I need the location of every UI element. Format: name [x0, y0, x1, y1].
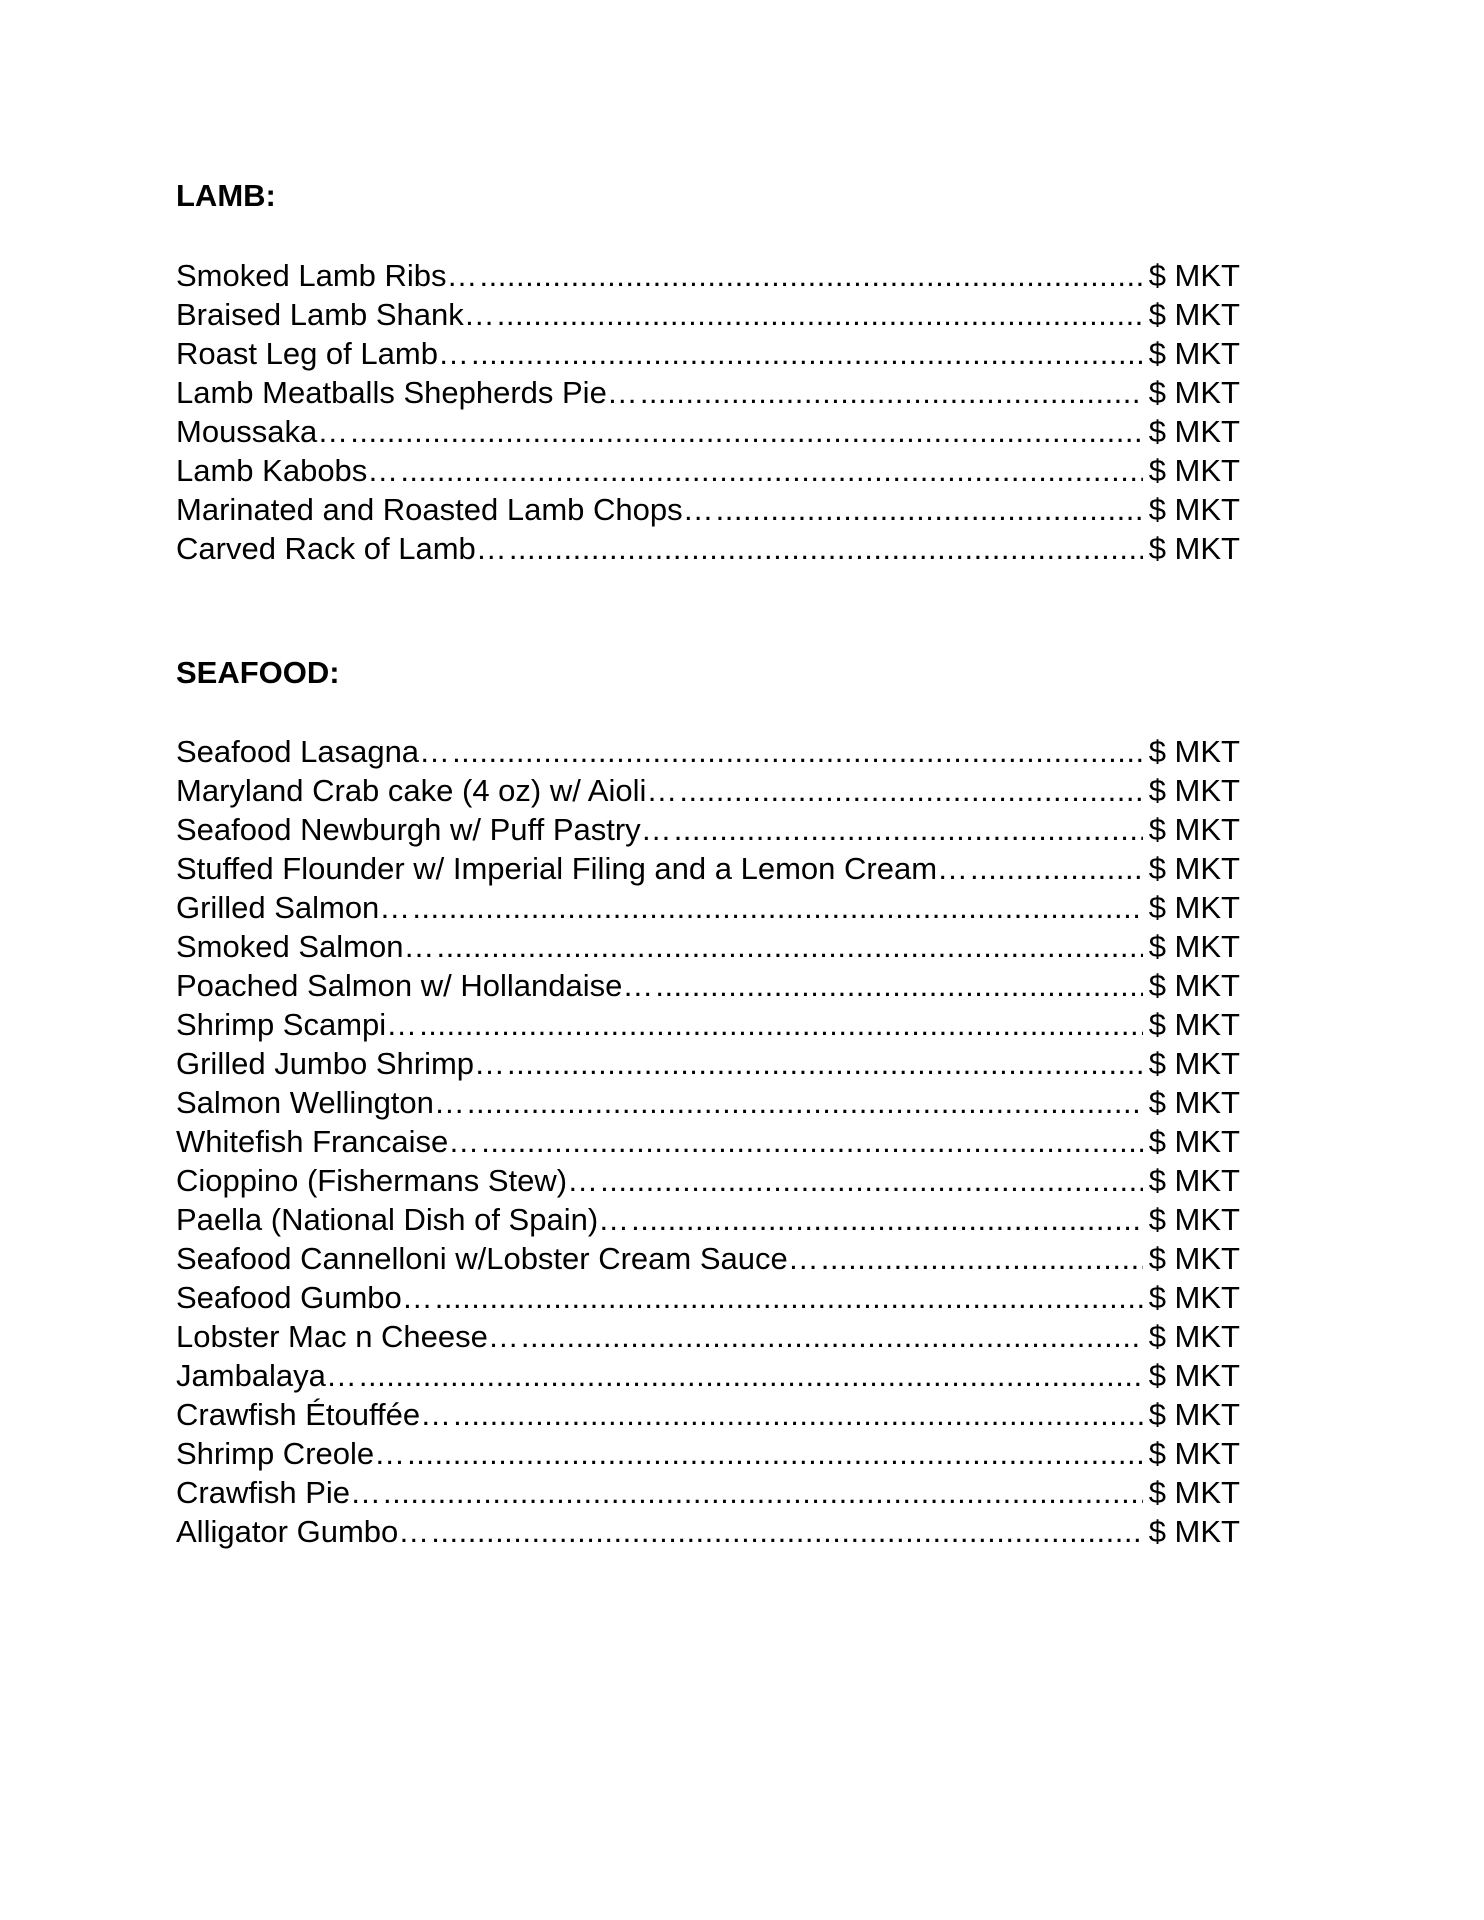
menu-item [176, 1122, 1240, 1161]
menu-item [176, 810, 1240, 849]
menu-item [176, 1083, 1240, 1122]
menu-item-name: Seafood Lasagna… [176, 734, 451, 769]
menu-item [176, 732, 1240, 771]
dot-leader [383, 1473, 1143, 1512]
menu-item-price: $ MKT [1148, 1319, 1240, 1354]
menu-item-price: $ MKT [1148, 1280, 1240, 1315]
dot-leader [497, 295, 1143, 334]
dot-leader [467, 1083, 1143, 1122]
dot-leader [679, 771, 1142, 810]
menu-item-name: Shrimp Creole… [176, 1436, 406, 1471]
menu-item [176, 966, 1240, 1005]
menu-item-name: Alligator Gumbo… [176, 1514, 430, 1549]
dot-leader [452, 732, 1143, 771]
menu-item-name: Lamb Meatballs Shepherds Pie… [176, 375, 638, 410]
menu-item [176, 256, 1240, 295]
dot-leader [412, 888, 1142, 927]
menu-item [176, 927, 1240, 966]
dot-leader [674, 810, 1143, 849]
dot-leader [821, 1239, 1143, 1278]
menu-item [176, 451, 1240, 490]
menu-item-price: $ MKT [1148, 492, 1240, 527]
menu-item [176, 1317, 1240, 1356]
menu-item-name: Shrimp Scampi… [176, 1007, 418, 1042]
menu-item [176, 1434, 1240, 1473]
menu-item [176, 771, 1240, 810]
menu-item-name: Crawfish Pie… [176, 1475, 381, 1510]
dot-leader [407, 1434, 1143, 1473]
menu-item-name: Jambalaya… [176, 1358, 357, 1393]
menu-item [176, 1200, 1240, 1239]
menu-item [176, 1512, 1240, 1551]
menu-item-name: Lamb Kabobs… [176, 453, 399, 488]
menu-item-name: Poached Salmon w/ Hollandaise… [176, 968, 654, 1003]
menu-item-price: $ MKT [1148, 1085, 1240, 1120]
menu-item [176, 412, 1240, 451]
menu-item-name: Grilled Salmon… [176, 890, 411, 925]
menu-item-price: $ MKT [1148, 968, 1240, 1003]
menu-item-price: $ MKT [1148, 929, 1240, 964]
menu-item-price: $ MKT [1148, 336, 1240, 371]
menu-item [176, 295, 1240, 334]
menu-item-name: Seafood Cannelloni w/Lobster Cream Sauce… [176, 1241, 819, 1276]
menu-item [176, 1395, 1240, 1434]
dot-leader [640, 373, 1143, 412]
dot-leader [431, 1512, 1142, 1551]
dot-leader [453, 1395, 1143, 1434]
menu-item-price: $ MKT [1148, 1436, 1240, 1471]
menu-item-name: Carved Rack of Lamb… [176, 531, 507, 566]
dot-leader [507, 1044, 1143, 1083]
dot-leader [970, 849, 1143, 888]
menu-item-name: Stuffed Flounder w/ Imperial Filing and a Lemon Cream… [176, 851, 969, 886]
menu-item [176, 373, 1240, 412]
menu-item-price: $ MKT [1148, 1475, 1240, 1510]
menu-item [176, 1356, 1240, 1395]
menu-item-price: $ MKT [1148, 1358, 1240, 1393]
dot-leader [655, 966, 1142, 1005]
menu-item [176, 849, 1240, 888]
dot-leader [400, 451, 1142, 490]
dot-leader [716, 490, 1143, 529]
menu-item-name: Whitefish Francaise… [176, 1124, 480, 1159]
menu-item-price: $ MKT [1148, 414, 1240, 449]
menu-item-price: $ MKT [1148, 1202, 1240, 1237]
dot-leader [480, 256, 1143, 295]
menu-item [176, 490, 1240, 529]
dot-leader [631, 1200, 1143, 1239]
menu-item-price: $ MKT [1148, 1514, 1240, 1549]
menu-item-price: $ MKT [1148, 258, 1240, 293]
dot-leader [471, 334, 1143, 373]
dot-leader [509, 529, 1143, 568]
menu-item-price: $ MKT [1148, 1046, 1240, 1081]
menu-item-name: Salmon Wellington… [176, 1085, 465, 1120]
menu-item-name: Lobster Mac n Cheese… [176, 1319, 519, 1354]
menu-item-price: $ MKT [1148, 531, 1240, 566]
dot-leader [359, 1356, 1143, 1395]
menu-item [176, 1278, 1240, 1317]
section-heading-lamb: LAMB: [176, 178, 276, 213]
menu-item-name: Grilled Jumbo Shrimp… [176, 1046, 506, 1081]
menu-item-name: Maryland Crab cake (4 oz) w/ Aioli… [176, 773, 678, 808]
menu-item [176, 1005, 1240, 1044]
menu-item-name: Seafood Gumbo… [176, 1280, 433, 1315]
menu-item [176, 1044, 1240, 1083]
menu-item-price: $ MKT [1148, 1397, 1240, 1432]
menu-item-price: $ MKT [1148, 812, 1240, 847]
menu-item [176, 1239, 1240, 1278]
dot-leader [600, 1161, 1143, 1200]
menu-item-price: $ MKT [1148, 734, 1240, 769]
menu-item-name: Smoked Lamb Ribs… [176, 258, 478, 293]
menu-item-price: $ MKT [1148, 1241, 1240, 1276]
menu-list-lamb [176, 256, 1240, 568]
dot-leader [419, 1005, 1143, 1044]
dot-leader [481, 1122, 1142, 1161]
dot-leader [435, 1278, 1143, 1317]
menu-item-price: $ MKT [1148, 1163, 1240, 1198]
menu-item-name: Smoked Salmon… [176, 929, 435, 964]
dot-leader [350, 412, 1142, 451]
menu-item-price: $ MKT [1148, 453, 1240, 488]
menu-item-name: Cioppino (Fishermans Stew)… [176, 1163, 599, 1198]
menu-item [176, 888, 1240, 927]
menu-list-seafood [176, 732, 1240, 1551]
menu-item-name: Roast Leg of Lamb… [176, 336, 469, 371]
menu-item-price: $ MKT [1148, 851, 1240, 886]
menu-item-price: $ MKT [1148, 1007, 1240, 1042]
menu-item-name: Paella (National Dish of Spain)… [176, 1202, 630, 1237]
dot-leader [521, 1317, 1143, 1356]
menu-item-name: Braised Lamb Shank… [176, 297, 495, 332]
menu-item [176, 334, 1240, 373]
menu-item [176, 1473, 1240, 1512]
menu-item-name: Seafood Newburgh w/ Puff Pastry… [176, 812, 672, 847]
menu-item-price: $ MKT [1148, 773, 1240, 808]
menu-item-name: Crawfish Étouffée… [176, 1397, 452, 1432]
menu-item [176, 1161, 1240, 1200]
dot-leader [436, 927, 1142, 966]
menu-item-name: Marinated and Roasted Lamb Chops… [176, 492, 714, 527]
menu-item-price: $ MKT [1148, 375, 1240, 410]
menu-item-price: $ MKT [1148, 890, 1240, 925]
section-heading-seafood: SEAFOOD: [176, 655, 340, 690]
menu-item-name: Moussaka… [176, 414, 349, 449]
menu-item-price: $ MKT [1148, 1124, 1240, 1159]
menu-item-price: $ MKT [1148, 297, 1240, 332]
menu-item [176, 529, 1240, 568]
